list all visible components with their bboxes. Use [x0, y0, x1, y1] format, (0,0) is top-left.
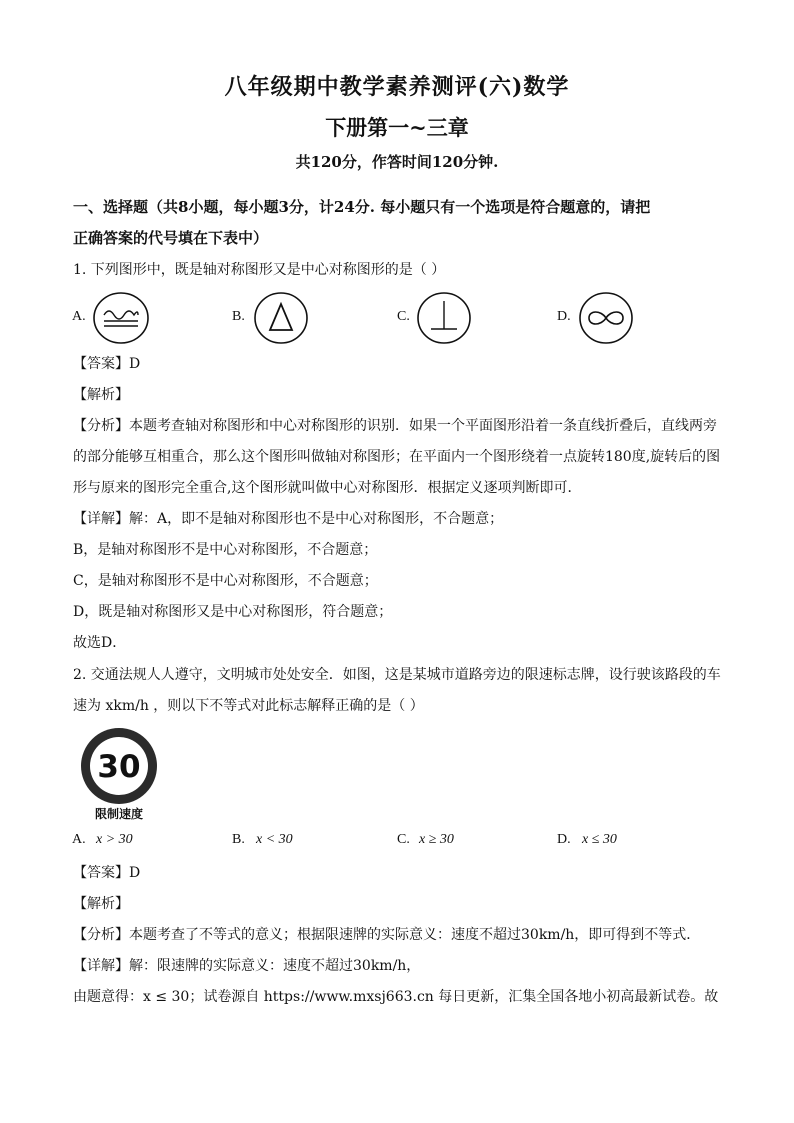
q2-option-b-letter: B. — [232, 832, 245, 847]
q2-analysis-label: 【解析】 — [73, 896, 129, 912]
q1-detail-line3: C，是轴对称图形不是中心对称图形，不合题意； — [73, 573, 378, 589]
q2-detail-line2: 由题意得：x ≤ 30；试卷源自 https://www.mxsj663.cn 每日更新，汇集全国各地小初高最新试卷。故 — [73, 989, 719, 1005]
q1-conclusion: 故选D． — [73, 635, 127, 651]
exam-title: 八年级期中教学素养测评(六)数学 — [224, 74, 570, 100]
q1-option-d-letter: D. — [557, 309, 571, 324]
q2-option-c-letter: C. — [397, 832, 410, 847]
q1-analysis-line2: 的部分能够互相重合，那么这个图形叫做轴对称图形；在平面内一个图形绕着一点旋转180度,旋转后的图 — [73, 449, 721, 465]
q2-option-d-letter: D. — [557, 832, 571, 847]
q1-detail-line4: D，既是轴对称图形又是中心对称图形，符合题意； — [73, 604, 393, 620]
q2-stem-line1: 2. 交通法规人人遵守，文明城市处处安全．如图，这是某城市道路旁边的限速标志牌，设行驶该路段的车 — [73, 667, 721, 683]
q2-detail-line1: 【详解】解：限速牌的实际意义：速度不超过30km/h， — [73, 958, 421, 974]
q1-analysis-line1: 【分析】本题考查轴对称图形和中心对称图形的识别．如果一个平面图形沿着一条直线折叠后，直线两旁 — [73, 418, 717, 434]
perpendicular-circle-icon — [416, 291, 472, 345]
speed-limit-number: 30 — [97, 749, 141, 785]
speed-limit-caption: 限制速度 — [94, 807, 144, 821]
speed-limit-sign — [78, 725, 162, 821]
q1-option-b-letter: B. — [232, 309, 245, 324]
q2-option-d-text: x ≤ 30 — [582, 832, 617, 847]
section-heading-line2: 正确答案的代号填在下表中） — [73, 229, 269, 247]
q2-option-a-letter: A. — [72, 832, 86, 847]
q2-answer: 【答案】D — [73, 865, 141, 881]
q2-analysis-line1: 【分析】本题考查了不等式的意义；根据限速牌的实际意义：速度不超过30km/h，即可得到不等式． — [73, 927, 701, 943]
q1-stem: 1. 下列图形中，既是轴对称图形又是中心对称图形的是（ ） — [73, 262, 446, 278]
q1-analysis-line3: 形与原来的图形完全重合,这个图形就叫做中心对称图形．根据定义逐项判断即可． — [73, 480, 582, 496]
q1-answer: 【答案】D — [73, 356, 141, 372]
infinity-circle-icon — [578, 291, 634, 345]
exam-subtitle: 下册第一~三章 — [325, 115, 469, 140]
q2-stem-line2: 速为 xkm/h ，则以下不等式对此标志解释正确的是（ ） — [73, 698, 424, 714]
exam-info: 共120分，作答时间120分钟. — [295, 153, 499, 171]
q1-analysis-label: 【解析】 — [73, 387, 129, 403]
q2-option-a-text: x > 30 — [96, 832, 133, 847]
q1-option-c-letter: C. — [397, 309, 410, 324]
q2-option-c-text: x ≥ 30 — [419, 832, 454, 847]
triangle-circle-icon — [253, 291, 309, 345]
q1-option-a-letter: A. — [72, 309, 86, 324]
q1-detail-line2: B，是轴对称图形不是中心对称图形，不合题意； — [73, 542, 378, 558]
wave-lines-circle-icon — [92, 291, 150, 345]
q2-option-b-text: x < 30 — [256, 832, 293, 847]
section-heading-line1: 一、选择题（共8小题，每小题3分，计24分. 每小题只有一个选项是符合题意的，请把 — [73, 198, 651, 216]
q1-detail-line1: 【详解】解：A，即不是轴对称图形也不是中心对称图形，不合题意； — [73, 511, 504, 527]
